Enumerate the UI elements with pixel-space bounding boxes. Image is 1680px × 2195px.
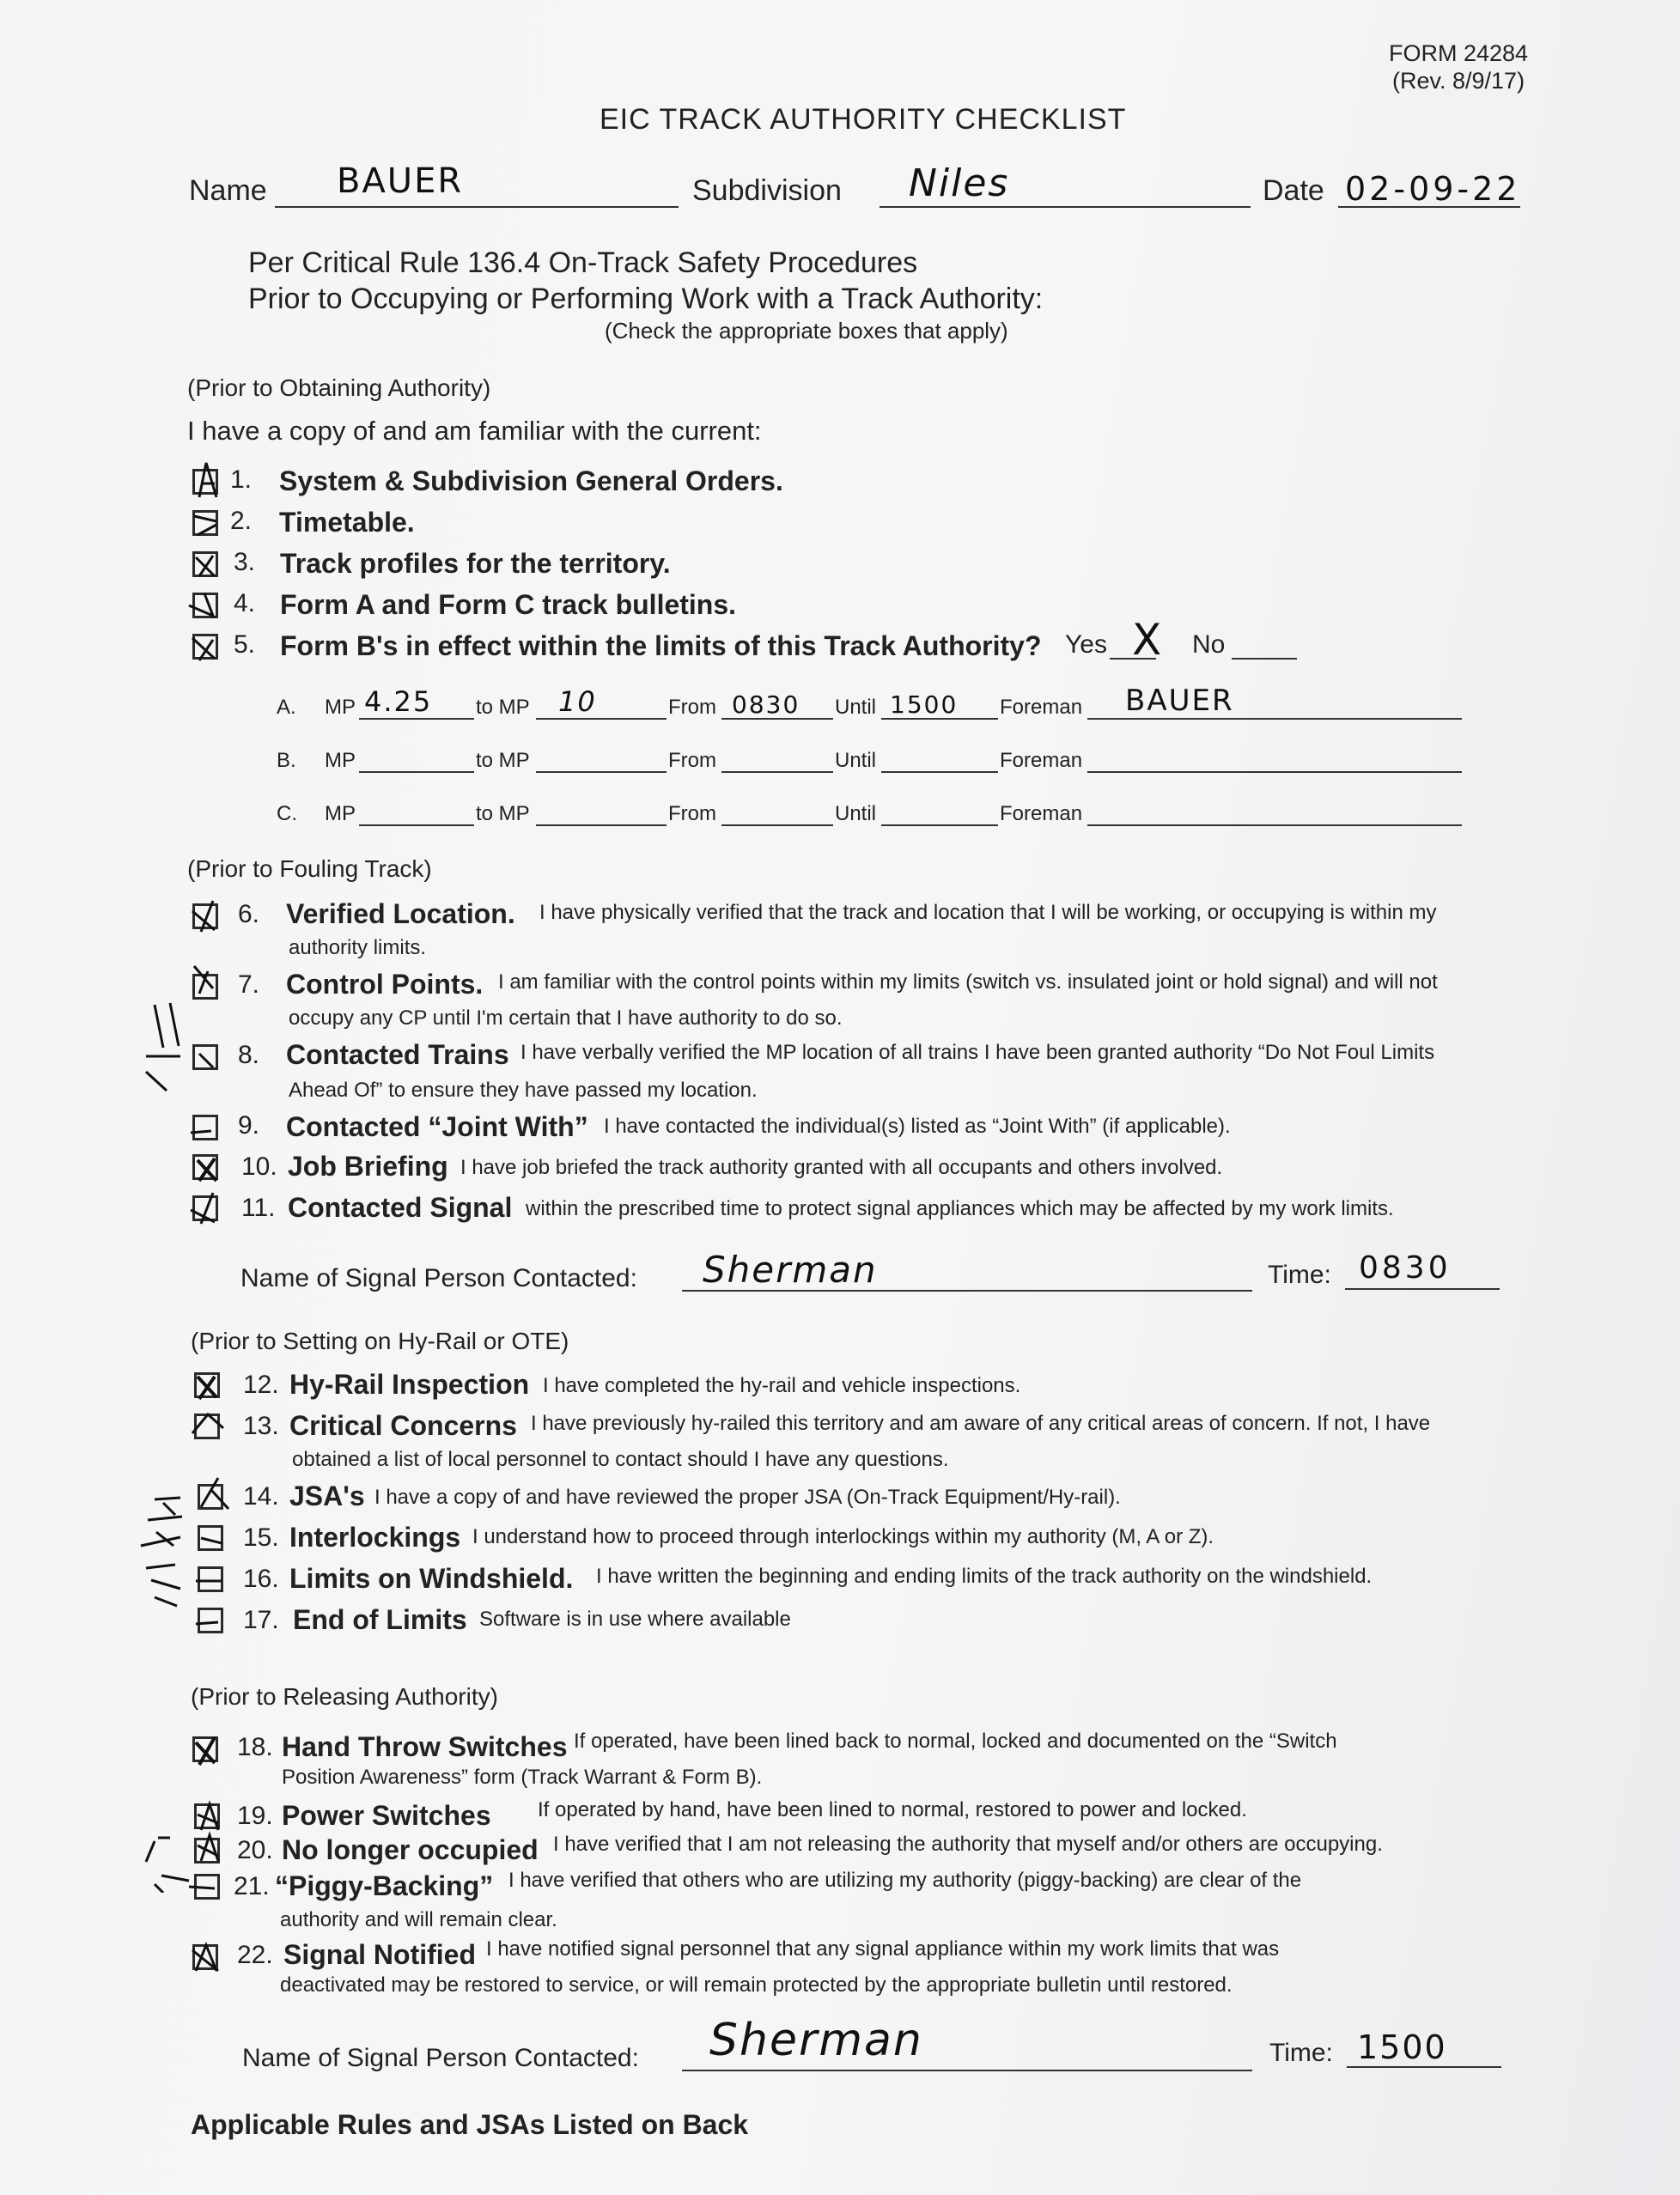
section-heading-releasing: (Prior to Releasing Authority) <box>191 1683 498 1710</box>
foreman-line <box>1087 771 1462 773</box>
item-number: 20. <box>237 1836 273 1864</box>
item-number: 16. <box>243 1565 279 1593</box>
item-title: Timetable. <box>279 507 415 538</box>
form-number-block <box>1389 40 1528 94</box>
item-number: 6. <box>238 900 260 928</box>
subdivision-line <box>880 206 1251 208</box>
item-description: I have verified that I am not releasing the authority that myself and/or others are occupying. <box>553 1833 1383 1856</box>
mp-label: MP <box>325 802 356 825</box>
signal-person-name[interactable]: Sherman <box>703 1249 878 1291</box>
item-number: 9. <box>238 1111 260 1140</box>
checkbox-item-12[interactable] <box>194 1372 220 1398</box>
foreman-label: Foreman <box>1000 802 1083 825</box>
to-mp-label: to MP <box>476 802 530 825</box>
item-title: Control Points. <box>286 969 484 1000</box>
item-title: Form B's in effect within the limits of this Track Authority? <box>280 630 1042 661</box>
yes-mark[interactable]: X <box>1132 615 1164 665</box>
no-line <box>1232 658 1297 660</box>
item-title: Contacted “Joint With” <box>286 1111 588 1142</box>
item-description-cont: deactivated may be restored to service, or will remain protected by the appropriate bulletin until restored. <box>280 1973 1233 1997</box>
item-title: Power Switches <box>282 1800 491 1831</box>
checkbox-item-9[interactable] <box>192 1115 218 1140</box>
until-label: Until <box>835 749 877 772</box>
checkbox-item-7[interactable] <box>192 974 218 1000</box>
form-revision: (Rev. 8/9/17) <box>1392 68 1525 94</box>
from-label: From <box>668 696 716 719</box>
name-value[interactable]: BAUER <box>337 161 464 201</box>
section-heading-fouling: (Prior to Fouling Track) <box>187 855 432 882</box>
item-number: 11. <box>241 1194 276 1222</box>
item-number: 4. <box>234 589 256 617</box>
item-number: 7. <box>238 970 260 999</box>
until-line <box>881 771 998 773</box>
item-description: I have written the beginning and ending limits of the track authority on the windshield. <box>596 1565 1373 1588</box>
signal-person-line <box>682 2070 1252 2071</box>
foreman-line <box>1087 824 1462 826</box>
checkbox-item-5[interactable] <box>192 634 218 660</box>
yes-label: Yes <box>1065 630 1107 659</box>
item-description: I have verbally verified the MP location of all trains I have been granted authority “Do Not Foul Limits <box>520 1041 1435 1064</box>
item-number: 2. <box>230 507 253 535</box>
item-number: 10. <box>241 1152 277 1181</box>
until-value[interactable]: 1500 <box>890 690 959 719</box>
item-description-cont: occupy any CP until I'm certain that I have authority to do so. <box>289 1006 843 1030</box>
item-description: I have completed the hy-rail and vehicle inspections. <box>543 1374 1021 1397</box>
item-description: Software is in use where available <box>479 1608 791 1631</box>
row-letter: A. <box>277 696 296 719</box>
mp-line <box>359 771 474 773</box>
item-title: Contacted Trains <box>286 1039 509 1070</box>
checkbox-item-22[interactable] <box>192 1944 218 1970</box>
item-description-cont: obtained a list of local personnel to contact should I have any questions. <box>292 1448 949 1471</box>
checkbox-item-13[interactable] <box>194 1414 220 1439</box>
from-label: From <box>668 802 716 825</box>
from-label: From <box>668 749 716 772</box>
checkbox-item-8[interactable] <box>192 1044 218 1070</box>
item-title: JSA's <box>289 1481 365 1511</box>
checkbox-item-14[interactable] <box>198 1484 223 1510</box>
checkbox-item-2[interactable] <box>192 510 218 536</box>
item-number: 21. <box>234 1872 270 1900</box>
item-title: Hand Throw Switches <box>282 1731 568 1762</box>
item-number: 3. <box>234 548 256 576</box>
page-title: EIC TRACK AUTHORITY CHECKLIST <box>600 103 1127 136</box>
item-description-cont: authority limits. <box>289 936 427 959</box>
row-letter: B. <box>277 749 296 772</box>
from-value[interactable]: 0830 <box>732 690 800 719</box>
item-number: 15. <box>243 1523 279 1552</box>
item-title: No longer occupied <box>282 1834 539 1865</box>
to-mp-line <box>536 718 667 720</box>
signal-person-label: Name of Signal Person Contacted: <box>242 2044 639 2072</box>
until-label: Until <box>835 696 877 719</box>
name-label: Name <box>189 174 267 207</box>
item-number: 12. <box>243 1371 279 1399</box>
foreman-line <box>1087 718 1462 720</box>
subdivision-label: Subdivision <box>692 174 842 207</box>
footer-note: Applicable Rules and JSAs Listed on Back <box>191 2109 749 2140</box>
signal-time-value[interactable]: 1500 <box>1357 2028 1447 2066</box>
checkbox-item-21[interactable] <box>194 1874 220 1900</box>
item-title: Hy-Rail Inspection <box>289 1369 530 1400</box>
intro-line-3: (Check the appropriate boxes that apply) <box>605 318 1008 344</box>
until-line <box>881 824 998 826</box>
date-label: Date <box>1263 174 1324 207</box>
foreman-label: Foreman <box>1000 696 1083 719</box>
item-description: I have contacted the individual(s) listed as “Joint With” (if applicable). <box>604 1115 1231 1138</box>
signal-person-label: Name of Signal Person Contacted: <box>240 1264 637 1292</box>
mp-line <box>359 824 474 826</box>
checkbox-item-20[interactable] <box>194 1838 220 1864</box>
item-title: Limits on Windshield. <box>289 1563 574 1594</box>
item-description-cont: Position Awareness” form (Track Warrant & Form B). <box>282 1766 763 1789</box>
item-title: System & Subdivision General Orders. <box>279 465 783 496</box>
checkbox-item-15[interactable] <box>198 1525 223 1551</box>
signal-person-name[interactable]: Sherman <box>709 2015 923 2066</box>
date-value[interactable]: 02-09-22 <box>1345 170 1521 208</box>
item-description: I have notified signal personnel that any signal appliance within my work limits that was <box>486 1937 1280 1961</box>
name-line <box>275 206 679 208</box>
item-description: I have a copy of and have reviewed the proper JSA (On-Track Equipment/Hy-rail). <box>374 1486 1121 1509</box>
item-title: “Piggy-Backing” <box>275 1870 494 1901</box>
checkbox-item-1[interactable] <box>192 469 218 495</box>
foreman-value[interactable]: BAUER <box>1125 684 1234 718</box>
item-number: 18. <box>237 1733 273 1761</box>
item-number: 14. <box>243 1482 279 1511</box>
item-title: Job Briefing <box>288 1151 448 1182</box>
subdivision-value[interactable]: Niles <box>909 161 1010 205</box>
intro-line-1: Per Critical Rule 136.4 On-Track Safety Procedures <box>248 246 918 279</box>
item-title: End of Limits <box>293 1604 467 1635</box>
item-description: I have verified that others who are utilizing my authority (piggy-backing) are clear of the <box>508 1869 1302 1892</box>
item-number: 1. <box>230 465 253 494</box>
item-title: Form A and Form C track bulletins. <box>280 589 737 620</box>
item-description: I have job briefed the track authority granted with all occupants and others involved. <box>460 1156 1223 1179</box>
to-mp-line <box>536 824 667 826</box>
item-description-cont: authority and will remain clear. <box>280 1908 557 1931</box>
foreman-label: Foreman <box>1000 749 1083 772</box>
to-mp-line <box>536 771 667 773</box>
row-letter: C. <box>277 802 297 825</box>
item-title: Critical Concerns <box>289 1410 517 1441</box>
item-description: I have previously hy-railed this territory and am aware of any critical areas of concern. If not, I have <box>531 1412 1431 1435</box>
checkbox-item-3[interactable] <box>192 551 218 577</box>
item-description: I have physically verified that the track and location that I will be working, or occupying is within my <box>539 901 1437 924</box>
item-description: within the prescribed time to protect signal appliances which may be affected by my work limits. <box>526 1197 1394 1220</box>
mp-value[interactable]: 4.25 <box>364 685 433 718</box>
item-description: I understand how to proceed through interlockings within my authority (M, A or Z). <box>472 1525 1214 1548</box>
until-label: Until <box>835 802 877 825</box>
signal-time-line <box>1345 1288 1500 1290</box>
mp-line <box>359 718 474 720</box>
checkbox-item-19[interactable] <box>194 1803 220 1829</box>
item-description: I am familiar with the control points within my limits (switch vs. insulated joint or hold signal) and will not <box>498 970 1438 994</box>
item-title: Interlockings <box>289 1522 461 1553</box>
checkbox-item-18[interactable] <box>192 1736 218 1762</box>
from-line <box>721 824 833 826</box>
section-lead: I have a copy of and am familiar with the current: <box>187 416 762 446</box>
item-number: 22. <box>237 1941 273 1969</box>
checkbox-item-11[interactable] <box>192 1195 218 1221</box>
item-description: If operated, have been lined back to normal, locked and documented on the “Switch <box>574 1730 1337 1753</box>
signal-time-label: Time: <box>1269 2039 1333 2067</box>
item-description: If operated by hand, have been lined to normal, restored to power and locked. <box>538 1798 1247 1821</box>
intro-line-2: Prior to Occupying or Performing Work with a Track Authority: <box>248 283 1044 315</box>
mp-label: MP <box>325 696 356 719</box>
item-description-cont: Ahead Of” to ensure they have passed my location. <box>289 1079 758 1102</box>
checkbox-item-10[interactable] <box>192 1154 218 1180</box>
item-title: Verified Location. <box>286 898 515 929</box>
signal-time-value[interactable]: 0830 <box>1359 1250 1452 1286</box>
form-number: FORM 24284 <box>1389 40 1529 66</box>
signal-time-label: Time: <box>1268 1261 1331 1289</box>
mp-label: MP <box>325 749 356 772</box>
checkbox-item-17[interactable] <box>198 1608 223 1633</box>
item-title: Signal Notified <box>283 1939 476 1970</box>
item-number: 8. <box>238 1041 260 1069</box>
checkbox-item-16[interactable] <box>198 1566 223 1592</box>
to-mp-label: to MP <box>476 696 530 719</box>
from-line <box>721 771 833 773</box>
to-mp-label: to MP <box>476 749 530 772</box>
checkbox-item-4[interactable] <box>192 593 218 618</box>
section-heading-hyrail: (Prior to Setting on Hy-Rail or OTE) <box>191 1328 569 1354</box>
checkbox-item-6[interactable] <box>192 903 218 929</box>
item-number: 17. <box>243 1606 279 1634</box>
item-number: 19. <box>237 1802 273 1830</box>
item-number: 13. <box>243 1412 279 1440</box>
item-title: Contacted Signal <box>288 1192 513 1223</box>
to-mp-value[interactable]: 10 <box>558 685 597 718</box>
signal-time-line <box>1347 2066 1501 2068</box>
section-heading-obtaining: (Prior to Obtaining Authority) <box>187 374 491 401</box>
item-number: 5. <box>234 630 256 659</box>
no-label: No <box>1192 630 1226 659</box>
item-title: Track profiles for the territory. <box>280 548 671 579</box>
